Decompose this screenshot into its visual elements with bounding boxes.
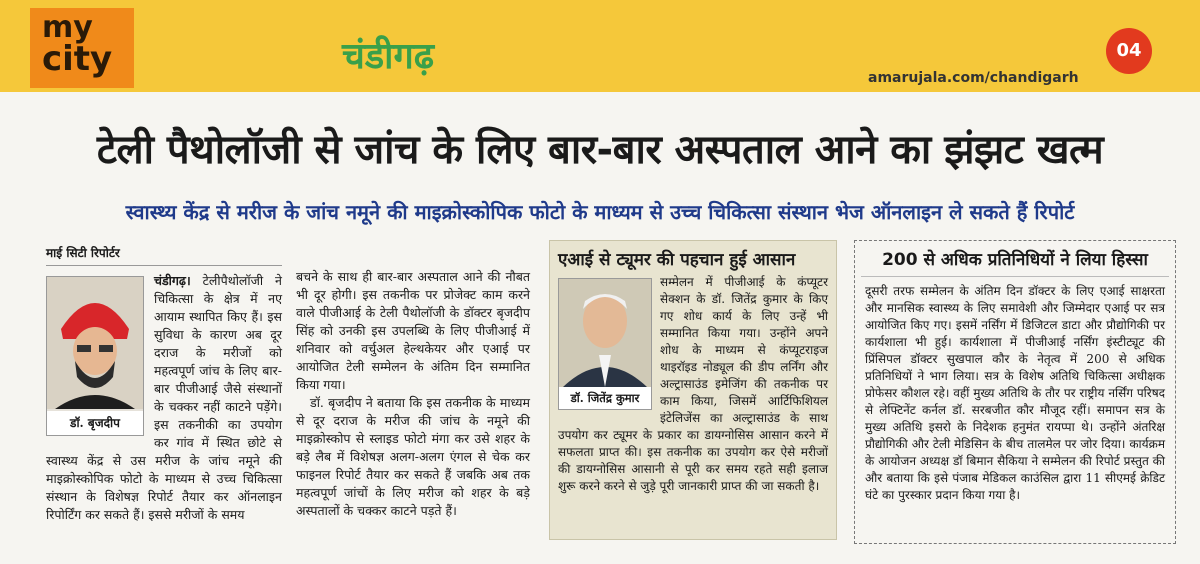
article-column-2 <box>296 268 530 520</box>
box-title: 200 से अधिक प्रतिनिधियों ने लिया हिस्सा <box>861 241 1169 277</box>
city-name: चंडीगढ़ <box>342 36 434 77</box>
article-paragraph-1: टेलीपैथोलॉजी ने चिकित्सा के क्षेत्र में नए आयाम स्थापित किए हैं। इस सुविधा के कारण अब दूर दराज के मरीजों को महत्वपूर्ण जांच के लिए बार-बार पीजीआई जैसे संस्थानों के चक्कर नहीं काटने पड़ेंगे। इस तकनीकी का उपयोग कर गांव में स्थित छोटे से स्वास्थ्य केंद्र से उस मरीज के जांच नमूने की माइक्रोस्कोपिक फोटो के माध्यम से उच्च चिकित्सा संस्थान के विशेषज्ञ रिपोर्ट तैयार कर ऑनलाइन रिपोर्टिंग कर सकते हैं। इससे मरीजों के समय <box>46 273 282 522</box>
portrait-turban-icon <box>47 277 143 409</box>
article-paragraph-2: बचने के साथ ही बार-बार अस्पताल आने की नौबत भी दूर होगी। इस तकनीक पर प्रोजेक्ट काम करने वाले पीजीआई के टेली पैथोलॉजी के डॉक्टर बृजदीप सिंह को उनकी इस उपलब्धि के लिए पीजीआई में शनिवार को वर्चुअल हेल्थकेयर और एआई पर आयोजित टेली सम्मेलन के अंतिम दिन सम्मानित किया गया। <box>296 269 530 392</box>
logo-my: my <box>42 10 93 45</box>
reporter-byline: माई सिटी रिपोर्टर <box>46 244 282 266</box>
article-column-1 <box>46 244 282 524</box>
photo-caption: डॉ. बृजदीप <box>47 411 143 435</box>
site-url: amarujala.com/chandigarh <box>868 70 1079 86</box>
box-200-delegates <box>854 240 1176 544</box>
subhead: स्वास्थ्य केंद्र से मरीज के जांच नमूने की माइक्रोस्कोपिक फोटो के माध्यम से उच्च चिकित्सा संस्थान भेज ऑनलाइन ले सकते हैं रिपोर्ट <box>125 200 1075 224</box>
sidebar-ai-tumor <box>549 240 837 540</box>
logo-city: city <box>42 38 113 79</box>
photo-dr-jitendra <box>558 278 652 410</box>
dateline: चंडीगढ़। <box>154 273 191 288</box>
photo-dr-brijdeep <box>46 276 144 436</box>
portrait-man-icon <box>559 279 651 387</box>
headline: टेली पैथोलॉजी से जांच के लिए बार-बार अस्पताल आने का झंझट खत्म <box>96 127 1104 173</box>
page-number-badge: 04 <box>1106 28 1152 74</box>
sidebar-photo-caption: डॉ. जितेंद्र कुमार <box>559 387 651 409</box>
mycity-logo <box>30 8 134 88</box>
masthead <box>0 0 1200 92</box>
sidebar-body <box>550 274 836 495</box>
box-paragraph: दूसरी तरफ सम्मेलन के अंतिम दिन डॉक्टर के लिए एआई साक्षरता और मानसिक स्वास्थ्य के लिए समावेशी और जिम्मेदार एआई पर सत्र आयोजित किए गए। इसमें नर्सिंग में डिजिटल डाटा और प्रौद्योगिकी पर कार्यशाला भी हुई। कार्यशाला में पीजीआई नर्सिंग इंस्टीट्यूट की प्रिंसिपल डॉक्टर सुखपाल कौर के नेतृत्व में 200 से अधिक प्रतिनिधियों ने भाग लिया। सत्र के विशेष अतिथि चिकित्सा अधीक्षक प्रोफेसर कौशल रहे। वहीं मुख्य अतिथि के तौर पर राष्ट्रीय नर्सिंग परिषद से लेफ्टिनेंट कर्नल डॉ. सरबजीत कौर मौजूद रहीं। समापन सत्र के मुख्य अतिथि इसरो के निदेशक हनुमंत रायप्पा थे। उन्होंने अंतरिक्ष प्रौद्योगिकी और टेली मेडिसिन के बीच तालमेल पर जोर दिया। कार्यक्रम के आयोजन अध्यक्ष डॉ बिमान सैकिया ने सम्मेलन की रिपोर्ट प्रस्तुत की और बताया कि इसे पंजाब मेडिकल काउंसिल द्वारा 11 सीएमई क्रेडिट घंटे का पुरस्कार प्रदान किया गया है। <box>865 284 1165 502</box>
article-paragraph-3: डॉ. बृजदीप ने बताया कि इस तकनीक के माध्यम से दूर दराज के मरीज की जांच के नमूने की माइक्रोस्कोप से स्लाइड फोटो मंगा कर उसे शहर के बड़े लैब में विशेषज्ञ अलग-अलग एंगल से चेक कर फाइनल रिपोर्ट तैयार कर सकते हैं जबकि अब तक महत्वपूर्ण जांचों के लिए मरीज को शहर के बड़े अस्पतालों के चक्कर काटने पड़ते हैं। <box>296 395 530 518</box>
sidebar-paragraph: सम्मेलन में पीजीआई के कंप्यूटर सेक्शन के डॉ. जितेंद्र कुमार के किए गए शोध कार्य के लिए उन्हें भी सम्मानित किया गया। उन्होंने अपने शोध के माध्यम से कंप्यूटराइज थाइरॉइड नोड्यूल की डीप लर्निंग और अल्ट्रासाउंड इमेजिंग की तकनीक पर काम किया, जिसमें आर्टिफिशियल इंटेलिजेंस का अल्ट्रासाउंड के साथ उपयोग कर ट्यूमर के प्रकार का डायग्नोसिस आसान करने में सफलता प्राप्त की। इस तकनीक का उपयोग कर ऐसे मरीजों की डायग्नोसिस आसानी से पूरी कर समय रहते सही इलाज शुरू करने करने से जुड़े पूरी जानकारी प्राप्त की जा सकती है। <box>558 275 828 493</box>
sidebar-title: एआई से ट्यूमर की पहचान हुई आसान <box>558 250 796 270</box>
